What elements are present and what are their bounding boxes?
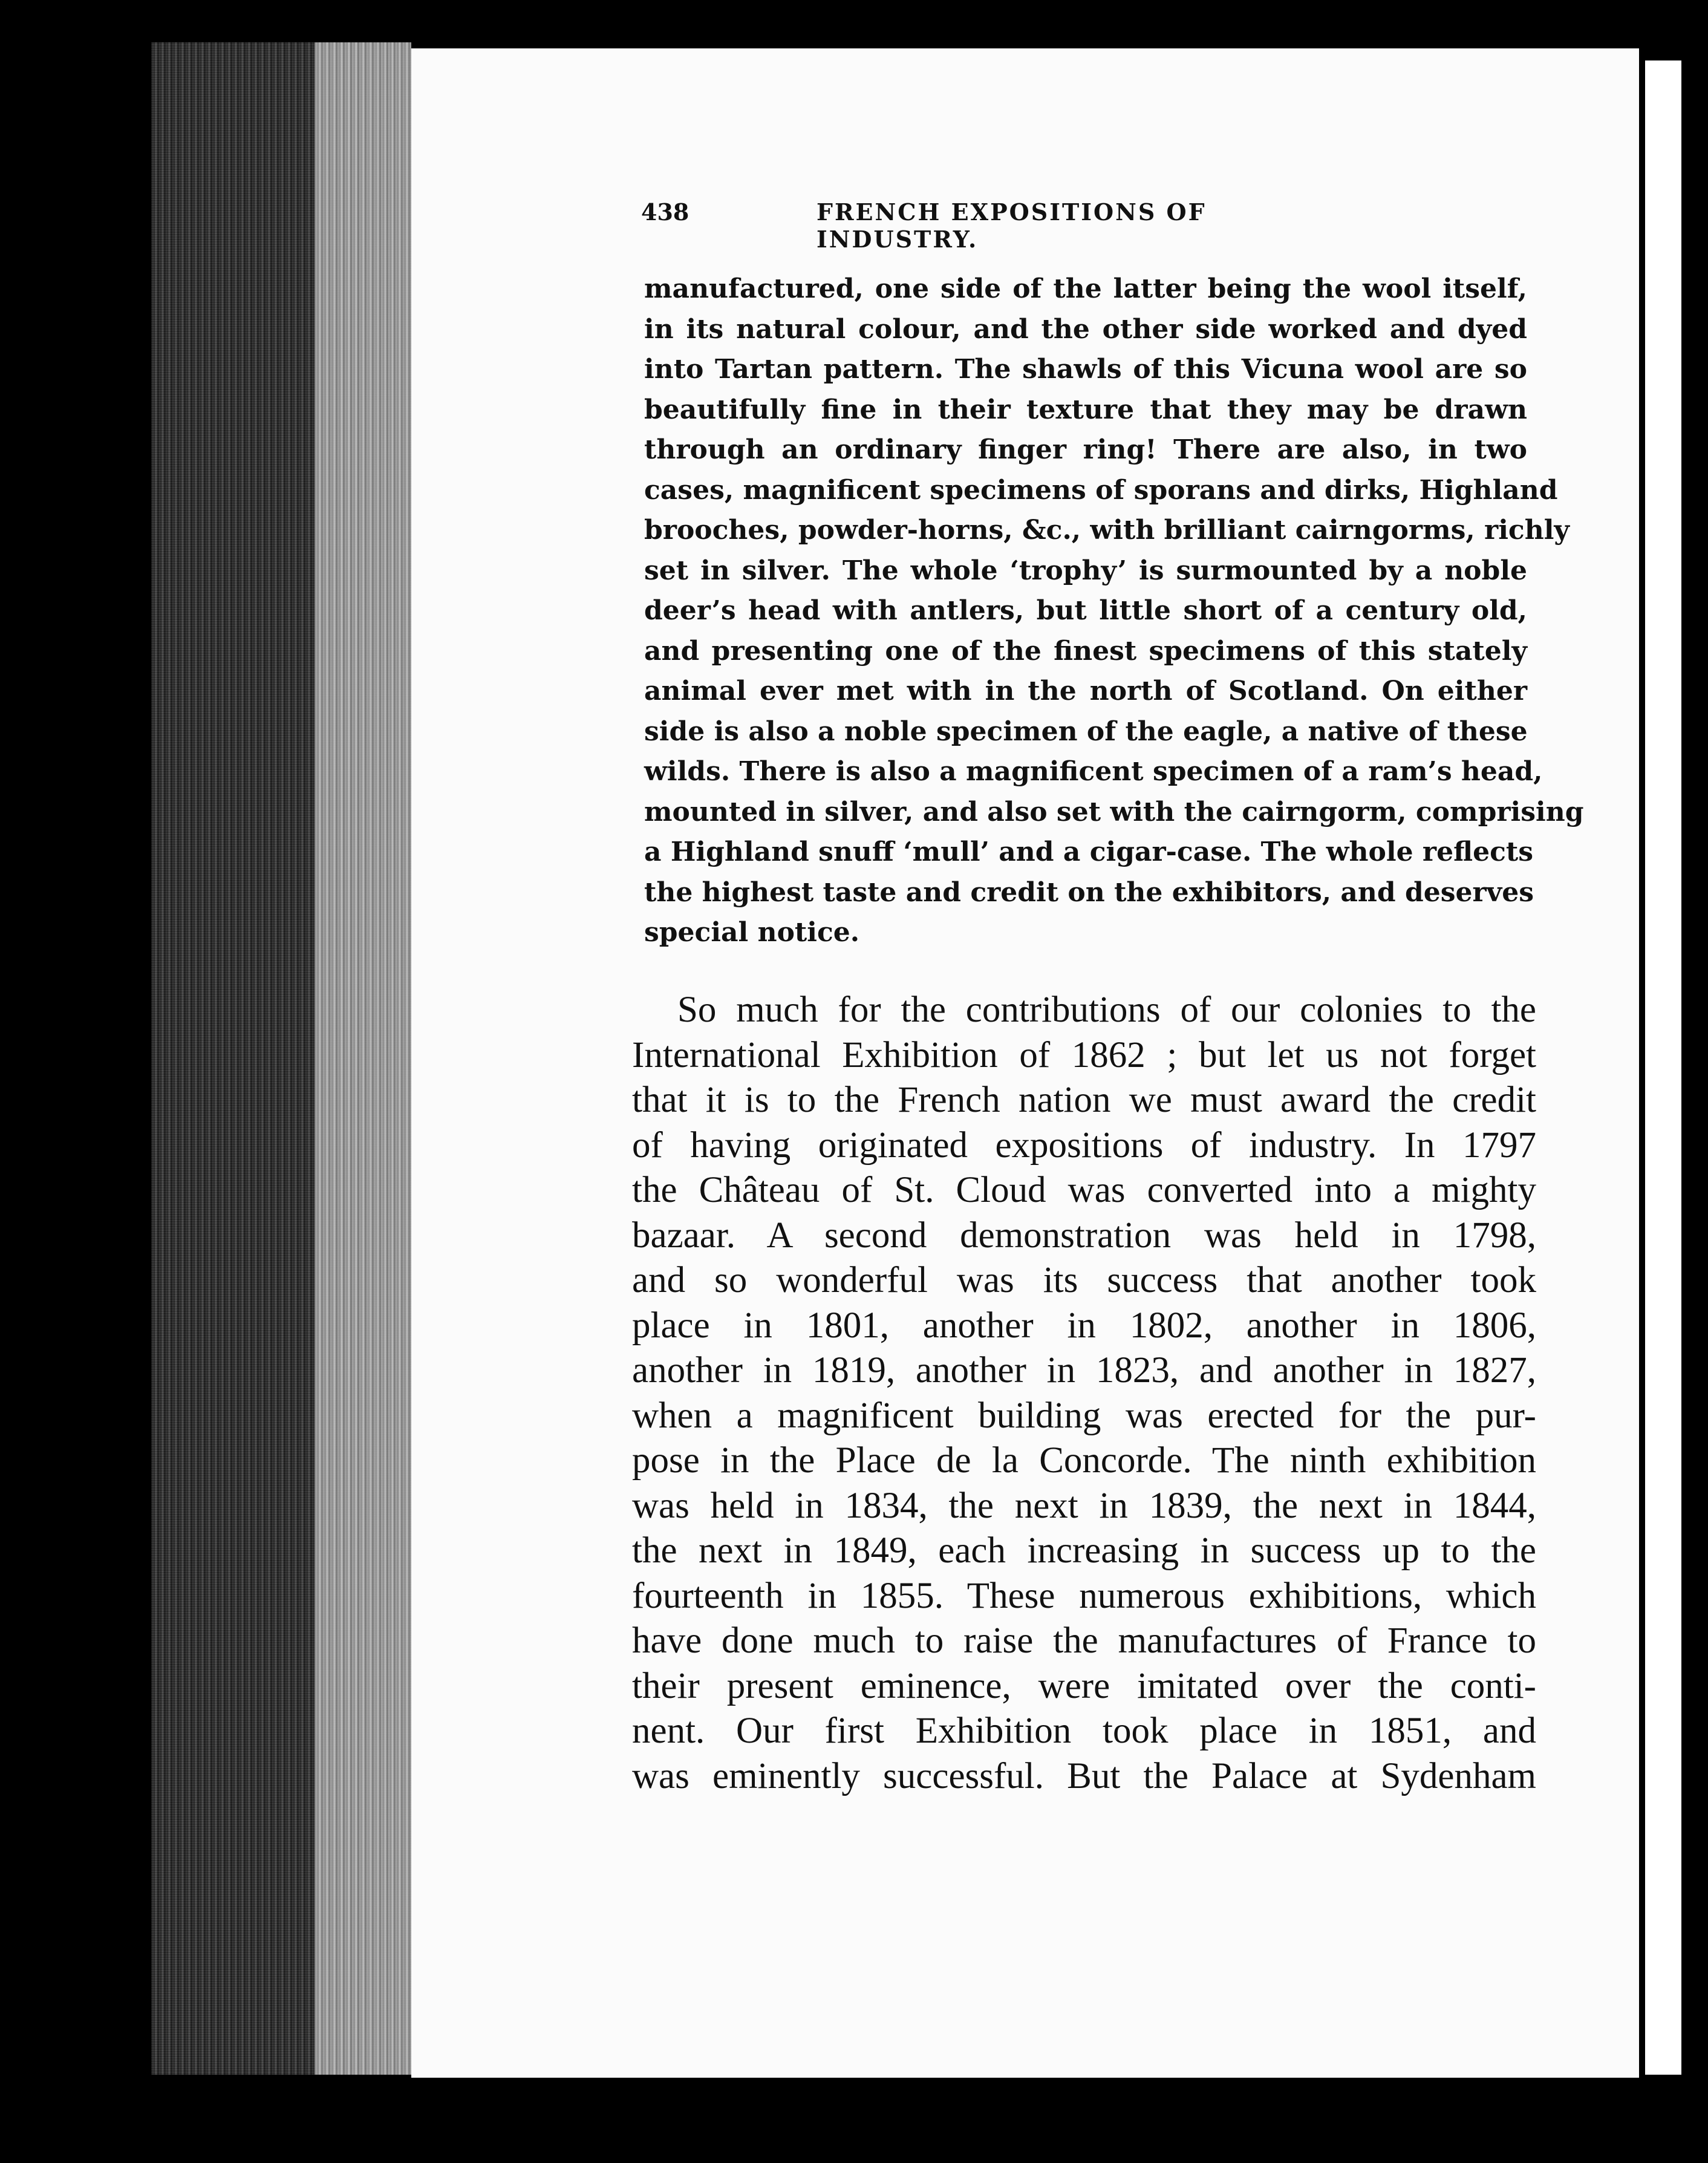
text-line: cases, magnificent specimens of sporans and dirks, Highland — [644, 474, 1558, 506]
text-line: fourteenth in 1855. These numerous exhibitions, which — [632, 1575, 1536, 1616]
facing-page-edge — [1639, 60, 1681, 2075]
running-head: FRENCH EXPOSITIONS OF INDUSTRY. — [817, 198, 1207, 253]
text-line: deer’s head with antlers, but little short of a century old, — [644, 595, 1527, 626]
text-line: and so wonderful was its success that another took — [632, 1260, 1536, 1300]
text-line: special notice. — [644, 917, 860, 948]
text-line: through an ordinary finger ring! There are also, in two — [644, 434, 1527, 465]
text-line: animal ever met with in the north of Scotland. On either — [644, 676, 1527, 706]
text-line: another in 1819, another in 1823, and another in 1827, — [632, 1350, 1536, 1391]
text-line: have done much to raise the manufactures of France to — [632, 1620, 1536, 1661]
text-line: nent. Our first Exhibition took place in 1851, and — [632, 1711, 1536, 1751]
text-line: and presenting one of the finest specimens of this stately — [644, 635, 1527, 667]
text-line: when a magnificent building was erected for the pur- — [632, 1395, 1536, 1436]
text-line: beautifully fine in their texture that they may be drawn — [644, 394, 1527, 425]
text-line: a Highland snuff ‘mull’ and a cigar-case. The whole reflects — [644, 837, 1533, 867]
text-line: the highest taste and credit on the exhibitors, and deserves — [644, 876, 1534, 908]
text-line: bazaar. A second demonstration was held in 1798, — [632, 1215, 1536, 1256]
text-line: brooches, powder-horns, &c., with brilliant cairngorms, richly — [644, 515, 1569, 546]
text-line: was held in 1834, the next in 1839, the next in 1844, — [632, 1485, 1536, 1526]
text-line: set in silver. The whole ‘trophy’ is surmounted by a noble — [644, 555, 1527, 586]
book-page-edges-light — [315, 42, 411, 2075]
page-header — [641, 198, 1367, 253]
text-line: their present eminence, were imitated over the conti- — [632, 1665, 1536, 1706]
text-line: into Tartan pattern. The shawls of this Vicuna wool are so — [644, 354, 1527, 385]
text-line: mounted in silver, and also set with the cairngorm, comprising — [644, 796, 1584, 827]
text-line: International Exhibition of 1862 ; but let us not forget — [632, 1034, 1536, 1075]
text-line: in its natural colour, and the other side worked and dyed — [644, 313, 1527, 345]
extract-paragraph — [644, 269, 1584, 953]
text-line: of having originated expositions of industry. In 1797 — [632, 1124, 1536, 1166]
text-line: was eminently successful. But the Palace at Sydenham — [632, 1755, 1536, 1796]
page-number: 438 — [641, 198, 689, 226]
text-line: place in 1801, another in 1802, another in 1806, — [632, 1305, 1536, 1346]
text-line: wilds. There is also a magnificent specimen of a ram’s head, — [644, 756, 1543, 787]
main-paragraph — [632, 988, 1536, 1799]
text-line: pose in the Place de la Concorde. The ninth exhibition — [632, 1440, 1536, 1481]
text-line: the Château of St. Cloud was converted into a mighty — [632, 1170, 1536, 1210]
text-line: manufactured, one side of the latter being the wool itself, — [644, 273, 1527, 304]
text-line: side is also a noble specimen of the eagle, a native of these — [644, 716, 1528, 747]
text-line: that it is to the French nation we must award the credit — [632, 1080, 1536, 1120]
text-line: the next in 1849, each increasing in success up to the — [632, 1530, 1536, 1571]
text-line: So much for the contributions of our colonies to the — [677, 990, 1536, 1030]
